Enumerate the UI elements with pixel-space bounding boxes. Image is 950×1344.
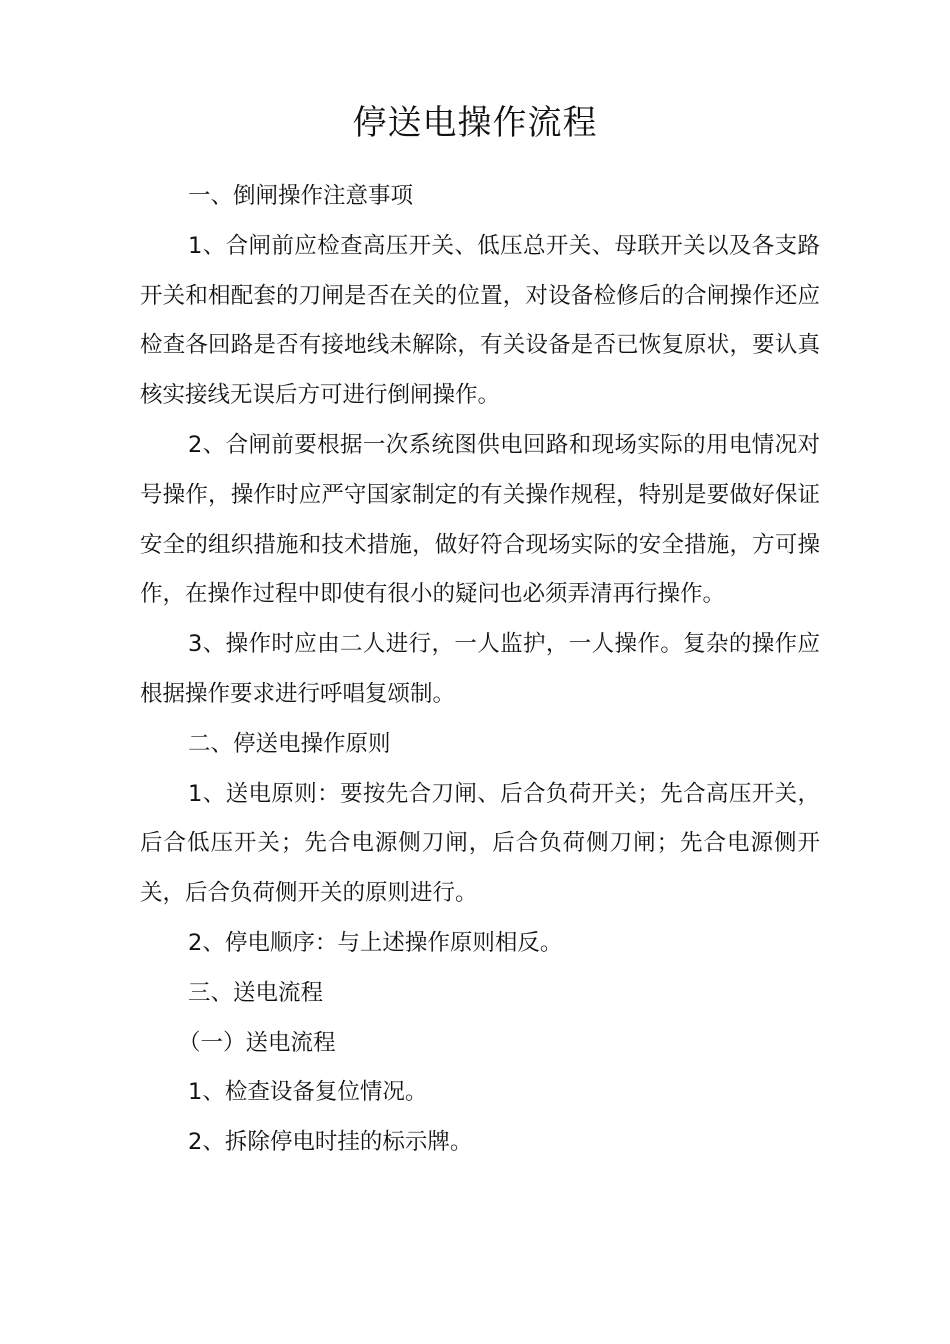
paragraph-3-1: 1、检查设备复位情况。 [188,1079,428,1106]
document-body [140,172,820,1168]
paragraph-2-2: 2、停电顺序：与上述操作原则相反。 [188,929,563,956]
section-heading-2: 二、停送电操作原则 [188,730,391,757]
paragraph-1-1: 1、合闸前应检查高压开关、低压总开关、母联开关以及各支路开关和相配套的刀闸是否在关的位置，对设备检修后的合闸操作还应检查各回路是否有接地线未解除，有关设备是否已恢复原状，要认真核实接线无误后方可进行倒闸操作。 [140,232,820,409]
paragraph-1-2: 2、合闸前要根据一次系统图供电回路和现场实际的用电情况对号操作，操作时应严守国家制定的有关操作规程，特别是要做好保证安全的组织措施和技术措施，做好符合现场实际的安全措施，方可操作，在操作过程中即使有很小的疑问也必须弄清再行操作。 [140,431,820,608]
paragraph-1-3: 3、操作时应由二人进行，一人监护，一人操作。复杂的操作应根据操作要求进行呼唱复颂制。 [140,631,820,707]
paragraph-3-2: 2、拆除停电时挂的标示牌。 [188,1129,473,1156]
section-heading-1: 一、倒闸操作注意事项 [188,183,414,209]
subsection-heading-3-1: （一）送电流程 [178,1029,336,1056]
page-title: 停送电操作流程 [352,103,598,143]
section-heading-3: 三、送电流程 [188,979,324,1006]
paragraph-2-1: 1、送电原则：要按先合刀闸、后合负荷开关；先合高压开关，后合低压开关；先合电源侧刀闸，后合负荷侧刀闸；先合电源侧开关，后合负荷侧开关的原则进行。 [140,780,820,907]
